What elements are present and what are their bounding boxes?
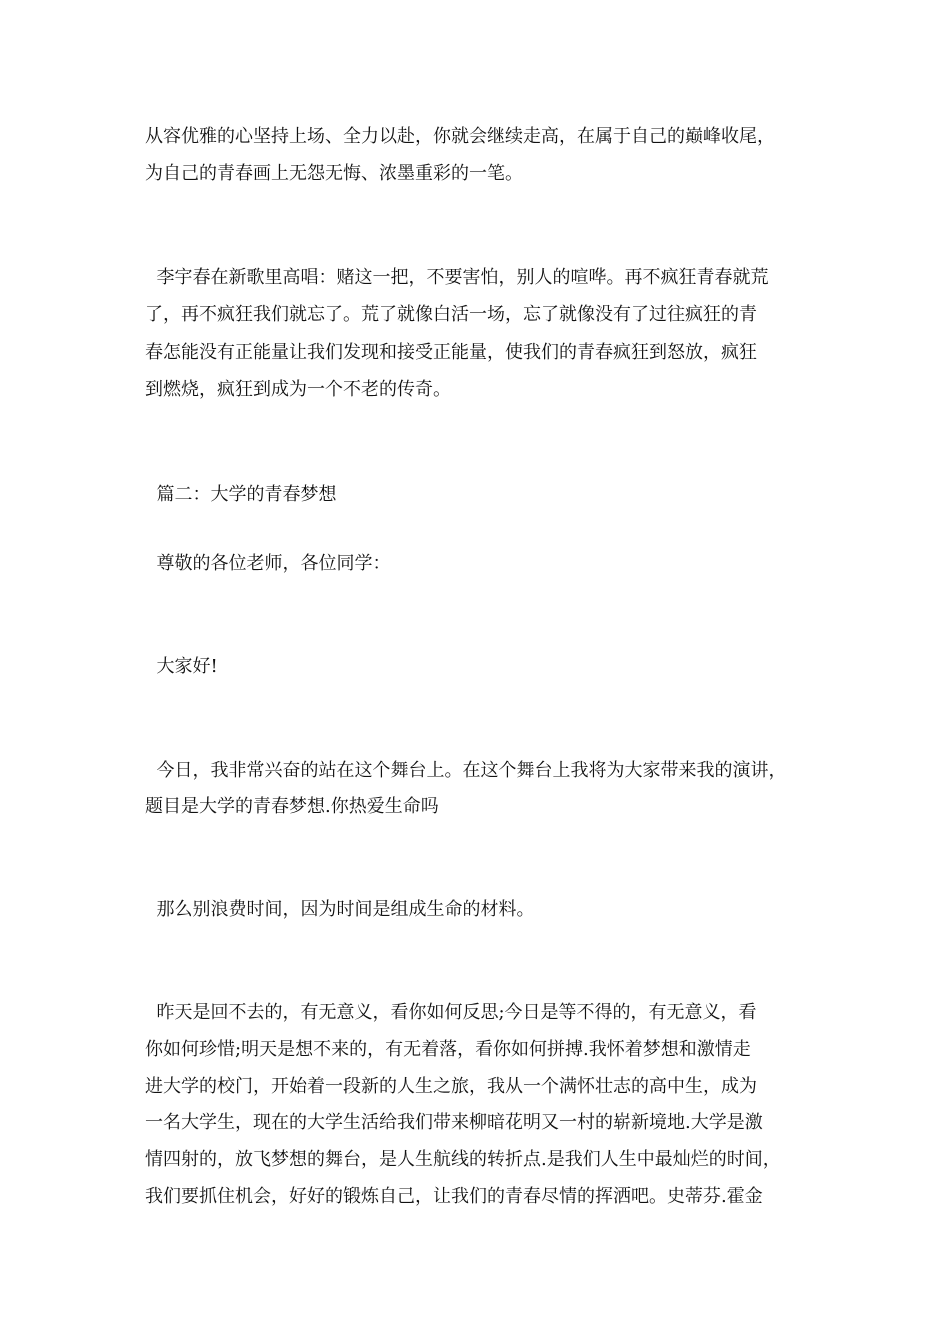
paragraph-line: 为自己的青春画上无怨无悔、浓墨重彩的一笔。: [145, 163, 523, 184]
paragraph-line: 昨天是回不去的，有无意义，看你如何反思;今日是等不得的，有无意义，看: [145, 1002, 757, 1023]
paragraph-line: 你如何珍惜;明天是想不来的，有无着落，看你如何拼搏.我怀着梦想和激情走: [145, 1039, 751, 1060]
paragraph-line: 那么别浪费时间，因为时间是组成生命的材料。: [145, 899, 535, 920]
paragraph-line: 春怎能没有正能量让我们发现和接受正能量，使我们的青春疯狂到怒放，疯狂: [145, 342, 757, 363]
section-heading: 篇二：大学的青春梦想: [145, 484, 337, 505]
paragraph-line: 一名大学生，现在的大学生活给我们带来柳暗花明又一村的崭新境地.大学是激: [145, 1112, 763, 1133]
paragraph-line: 了，再不疯狂我们就忘了。荒了就像白活一场，忘了就像没有了过往疯狂的青: [145, 304, 757, 325]
greeting: 大家好!: [145, 656, 218, 677]
paragraph-line: 今日，我非常兴奋的站在这个舞台上。在这个舞台上我将为大家带来我的演讲，: [145, 760, 787, 781]
paragraph-line: 李宇春在新歌里高唱：赌这一把，不要害怕，别人的喧哗。再不疯狂青春就荒: [145, 267, 769, 288]
paragraph-line: 我们要抓住机会，好好的锻炼自己，让我们的青春尽情的挥洒吧。史蒂芬.霍金: [145, 1186, 763, 1207]
paragraph-line: 进大学的校门，开始着一段新的人生之旅，我从一个满怀壮志的高中生，成为: [145, 1076, 757, 1097]
salutation: 尊敬的各位老师，各位同学：: [145, 553, 391, 574]
paragraph-line: 题目是大学的青春梦想.你热爱生命吗: [145, 796, 439, 817]
paragraph-line: 到燃烧，疯狂到成为一个不老的传奇。: [145, 379, 451, 400]
paragraph-line: 从容优雅的心坚持上场、全力以赴，你就会继续走高，在属于自己的巅峰收尾，: [145, 126, 775, 147]
paragraph-line: 情四射的，放飞梦想的舞台，是人生航线的转折点.是我们人生中最灿烂的时间，: [145, 1149, 781, 1170]
